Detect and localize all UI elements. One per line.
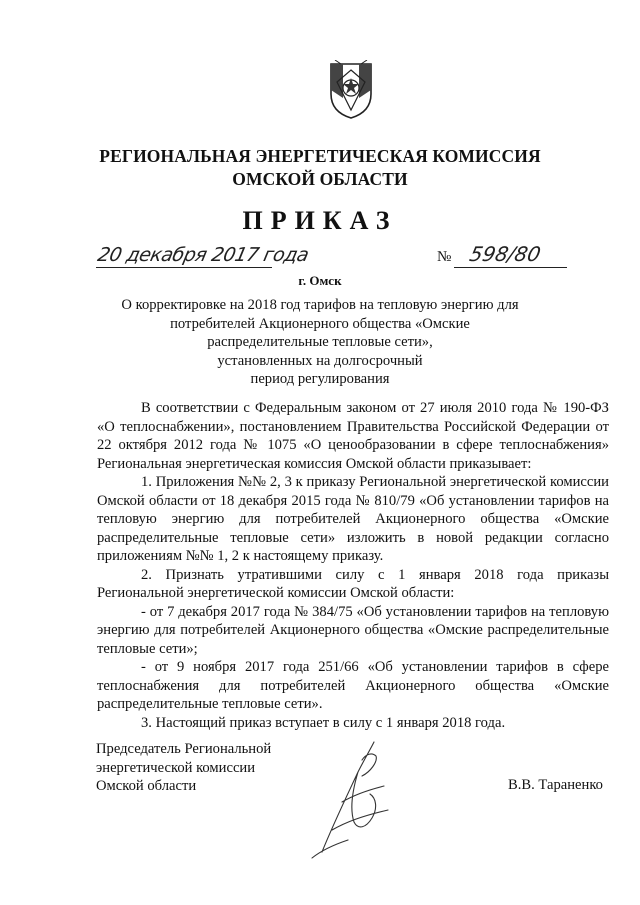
handwritten-signature bbox=[292, 732, 402, 862]
body-paragraph: 2. Признать утратившими силу с 1 января 2018 года приказы Региональной энергетической комиссии Омской области: bbox=[97, 566, 609, 601]
number-underline bbox=[454, 267, 567, 268]
omsk-region-coat-of-arms-icon bbox=[327, 60, 375, 120]
body-paragraph: В соответствии с Федеральным законом от 27 июля 2010 года № 190-ФЗ «О теплоснабжении», постановлением Правительства Российской Федерации от 22 октября 2012 года № 1075 «О ценообразовании в сфере теплоснабжения» Региональная энергетическая комиссия Омской области приказывает: bbox=[97, 400, 609, 472]
date-underline bbox=[96, 267, 272, 268]
city-name: г. Омск bbox=[298, 273, 342, 288]
subject-line: период регулирования bbox=[250, 371, 390, 387]
signatory-position-line: Председатель Региональной bbox=[96, 741, 272, 757]
document-subject bbox=[110, 296, 530, 389]
number-label: № bbox=[437, 249, 452, 265]
body-paragraph: 3. Настоящий приказ вступает в силу с 1 января 2018 года. bbox=[141, 714, 506, 731]
document-type-title: ПРИКАЗ bbox=[242, 206, 398, 235]
organization-name-line1: РЕГИОНАЛЬНАЯ ЭНЕРГЕТИЧЕСКАЯ КОМИССИЯ bbox=[99, 146, 541, 166]
subject-line: О корректировке на 2018 год тарифов на тепловую энергию для bbox=[121, 297, 519, 313]
body-paragraph: - от 9 ноября 2017 года 251/66 «Об установлении тарифов в сфере теплоснабжения для потребителей Акционерного общества «Омские распределительные тепловые сети». bbox=[97, 659, 609, 712]
body-paragraph: 1. Приложения №№ 2, 3 к приказу Региональной энергетической комиссии Омской области от 18 декабря 2015 года № 810/79 «Об установлении тарифов на тепловую энергию для потребителей Акционерного общества «Омские распределительные тепловые сети» изложить в новой редакции согласно приложениям №№ 1, 2 к настоящему приказу. bbox=[97, 474, 609, 564]
organization-name-line2: ОМСКОЙ ОБЛАСТИ bbox=[232, 169, 408, 189]
signatory-position bbox=[96, 740, 271, 796]
subject-line: потребителей Акционерного общества «Омские bbox=[170, 315, 470, 332]
document-body bbox=[97, 399, 609, 732]
subject-line: распределительные тепловые сети», bbox=[207, 334, 433, 350]
subject-line: установленных на долгосрочный bbox=[217, 352, 423, 369]
handwritten-document-number: 598/80 bbox=[467, 242, 543, 266]
body-paragraph: - от 7 декабря 2017 года № 384/75 «Об установлении тарифов на тепловую энергию для потребителей Акционерного общества «Омские распределительные тепловые сети»; bbox=[97, 603, 609, 657]
signatory-name: В.В. Тараненко bbox=[508, 777, 603, 793]
signatory-position-line: энергетической комиссии bbox=[96, 759, 256, 776]
signatory-position-line: Омской области bbox=[96, 778, 197, 794]
handwritten-date: 20 декабря 2017 года bbox=[95, 244, 311, 266]
